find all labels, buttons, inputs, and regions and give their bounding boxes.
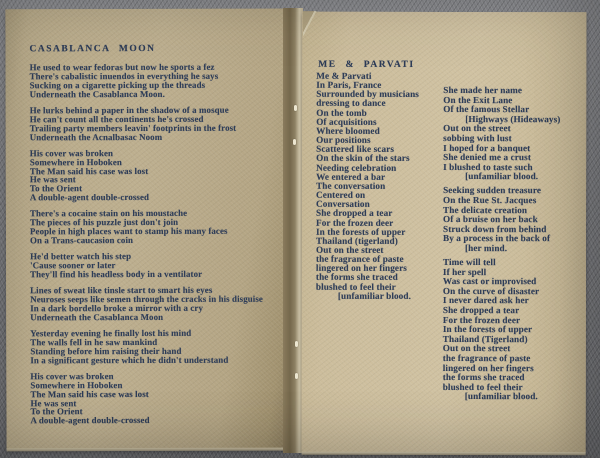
lyric-line: In a significant gesture which he didn't understand xyxy=(30,354,229,365)
lyric-line: There's cabalistic inuendos in everything he says xyxy=(29,70,219,82)
lyric-line: His cover was broken xyxy=(29,147,114,158)
staple xyxy=(294,105,297,111)
lyric-line: Out on the street xyxy=(442,343,511,354)
lyric-line: Me & Parvati xyxy=(316,70,372,81)
lyric-line: [Highways (Hideaways) xyxy=(465,113,561,124)
lyrics-me-and-parvati-column-1 xyxy=(316,72,444,301)
lyric-line: I blushed to taste such xyxy=(443,161,533,172)
lyric-line: In Paris, France xyxy=(316,79,382,91)
lyric-line: To the Orient xyxy=(30,406,83,417)
lyric-line: Of the famous Stellar xyxy=(443,104,530,115)
lyric-line: The walls fell in he saw mankind xyxy=(30,336,158,348)
lyric-line: Somewhere in Hoboken xyxy=(29,156,122,167)
staple xyxy=(295,341,298,347)
lyric-line: The Man said his case was lost xyxy=(29,165,149,176)
lyric-line: A double-agent double-crossed xyxy=(30,415,150,426)
lyric-line: On the Exit Lane xyxy=(443,94,513,105)
lyric-line: He used to wear fedoras but now he sports a fez xyxy=(29,61,215,73)
lyric-line: On a Trans-caucasion coin xyxy=(30,235,134,246)
lyric-line: the forms she traced xyxy=(315,272,398,283)
lyric-line: [her mind. xyxy=(464,243,508,254)
lyric-stanza xyxy=(30,63,281,99)
lyric-line: Seeking sudden treasure xyxy=(443,185,542,196)
lyric-line: Sucking on a cigarette picking up the threads xyxy=(29,79,206,91)
lyric-line: Underneath the Casablanca Moon. xyxy=(29,88,165,100)
lyric-line: For the frozen deer xyxy=(442,314,521,325)
lyric-line: Where bloomed xyxy=(316,125,380,136)
lyric-line: the forms she traced xyxy=(442,372,525,383)
lyrics-casablanca-moon xyxy=(30,63,282,426)
lyric-line: To the Orient xyxy=(29,183,83,194)
lyric-line: Neuroses seeps like semen through the cracks in his disguise xyxy=(30,293,263,305)
lyric-stanza xyxy=(30,328,281,364)
lyric-line: Was cast or improvised xyxy=(442,276,537,287)
lyric-line: She denied me a crust xyxy=(443,152,531,163)
lyric-line: Struck down from behind xyxy=(442,223,547,234)
lyric-line: He lurks behind a paper in the shadow of a mosque xyxy=(29,104,229,116)
lyric-stanza xyxy=(30,105,281,141)
lyric-stanza xyxy=(316,72,444,301)
lyric-line: She dropped a tear xyxy=(316,208,393,219)
lyric-line: In a dark bordello broke a mirror with a cry xyxy=(30,302,204,314)
lyric-line: I never dared ask her xyxy=(442,295,529,306)
lyric-line: Standing before him raising their hand xyxy=(30,345,182,357)
lyric-line: He'd better watch his step xyxy=(30,251,132,262)
lyric-stanza xyxy=(30,371,281,425)
lyric-line: lingered on her fingers xyxy=(315,263,407,274)
staple xyxy=(293,139,296,145)
song-title-casablanca-moon: CASABLANCA MOON xyxy=(29,43,156,55)
lyric-line: the fragrance of paste xyxy=(315,253,404,265)
lyric-line: He was sent xyxy=(30,397,77,408)
lyric-line: Out on the street xyxy=(443,123,511,134)
lyric-line: Centered on xyxy=(316,189,366,200)
lyric-stanza xyxy=(443,86,585,182)
lyric-line: [unfamiliar blood. xyxy=(465,171,539,182)
lyric-line: The Man said his case was lost xyxy=(30,388,149,399)
lyric-line: I hoped for a banquet xyxy=(443,142,531,153)
lyric-line: On the skin of the stars xyxy=(316,153,410,164)
lyric-line: If her spell xyxy=(442,266,487,277)
lyric-line: Thailand (Tigerland) xyxy=(442,333,528,344)
booklet-page-left xyxy=(5,9,285,450)
lyric-line: His cover was broken xyxy=(30,370,114,381)
booklet-gutter-fold xyxy=(283,8,303,453)
lyric-line: The pieces of his puzzle just don't join xyxy=(29,217,179,228)
lyric-line: Scattered like scars xyxy=(316,144,395,155)
lyric-line: On the tomb xyxy=(316,107,367,118)
lyric-line: Needing celebration xyxy=(316,162,397,173)
lyric-stanza xyxy=(30,286,281,322)
lyric-line: For the frozen deer xyxy=(316,217,394,228)
staple xyxy=(295,373,298,379)
lyric-line: 'Cause sooner or later xyxy=(30,260,116,271)
lyric-line: the fragrance of paste xyxy=(442,353,531,364)
lyric-line: She dropped a tear xyxy=(442,305,520,316)
lyric-line: blushed to feel their xyxy=(315,281,396,292)
lyric-line: On the curve of disaster xyxy=(442,285,540,297)
lyric-line: A double-agent double-crossed xyxy=(29,192,150,203)
lyrics-me-and-parvati-column-2 xyxy=(443,86,586,407)
left-page-text-block xyxy=(30,44,282,433)
lyric-line: Underneath the Casablanca Moon xyxy=(30,311,164,323)
lyric-stanza xyxy=(30,252,281,280)
lyric-line: Of a bruise on her back xyxy=(443,214,538,225)
lyric-line: dressing to dance xyxy=(316,98,386,109)
lyric-line: sobbing with lust xyxy=(443,132,512,144)
lyric-line: Surrounded by musicians xyxy=(316,89,419,100)
lyric-line: Thailand (tigerland) xyxy=(315,235,398,246)
lyric-line: He was sent xyxy=(29,174,76,185)
lyric-line: Time will tell xyxy=(442,257,496,268)
song-title-me-and-parvati: ME & PARVATI xyxy=(318,59,415,70)
lyric-line: [unfamiliar blood. xyxy=(464,391,538,402)
lyric-line: Yesterday evening he finally lost his mind xyxy=(30,327,192,339)
lyric-line: Our positions xyxy=(316,134,371,145)
lyric-stanza xyxy=(443,186,585,253)
lyric-line: Somewhere in Hoboken xyxy=(30,379,123,390)
folded-page-corner xyxy=(303,11,327,41)
lyric-line: blushed to feel their xyxy=(442,381,523,392)
lyric-line: We entered a bar xyxy=(316,171,386,182)
lyric-line: By a process in the back of xyxy=(442,233,551,244)
booklet-page-right xyxy=(302,12,587,453)
lyric-stanza xyxy=(443,258,585,402)
lyric-line: Underneath the Acnalbasac Noom xyxy=(29,131,163,142)
lyric-line: Lines of sweat like tinsle start to smart his eyes xyxy=(30,284,213,296)
lyric-line: In the forests of upper xyxy=(442,324,533,335)
lyric-line: There's a cocaine stain on his moustache xyxy=(29,208,188,219)
lyric-stanza xyxy=(30,148,281,202)
lyric-line: She made her name xyxy=(443,84,523,96)
lyric-line: The delicate creation xyxy=(443,204,528,215)
lyric-line: Trailing party members leavin' footprints in the frost xyxy=(29,122,237,134)
lyric-line: They'll find his headless body in a ventilator xyxy=(30,268,203,280)
lyric-line: Conversation xyxy=(316,198,370,210)
lyric-line: People in high places want to stamp his many faces xyxy=(29,226,228,237)
lyric-line: The conversation xyxy=(316,180,386,191)
lyric-line: lingered on her fingers xyxy=(442,362,534,373)
lyric-line: He can't count all the continents he's crossed xyxy=(29,113,204,125)
lyric-line: [unfamiliar blood. xyxy=(337,290,412,301)
lyric-line: Of acquisitions xyxy=(316,116,377,127)
lyric-line: On the Rue St. Jacques xyxy=(443,195,537,206)
lyric-line: Out on the street xyxy=(315,244,384,255)
lyric-stanza xyxy=(30,209,281,245)
lyric-line: In the forests of upper xyxy=(315,226,406,237)
